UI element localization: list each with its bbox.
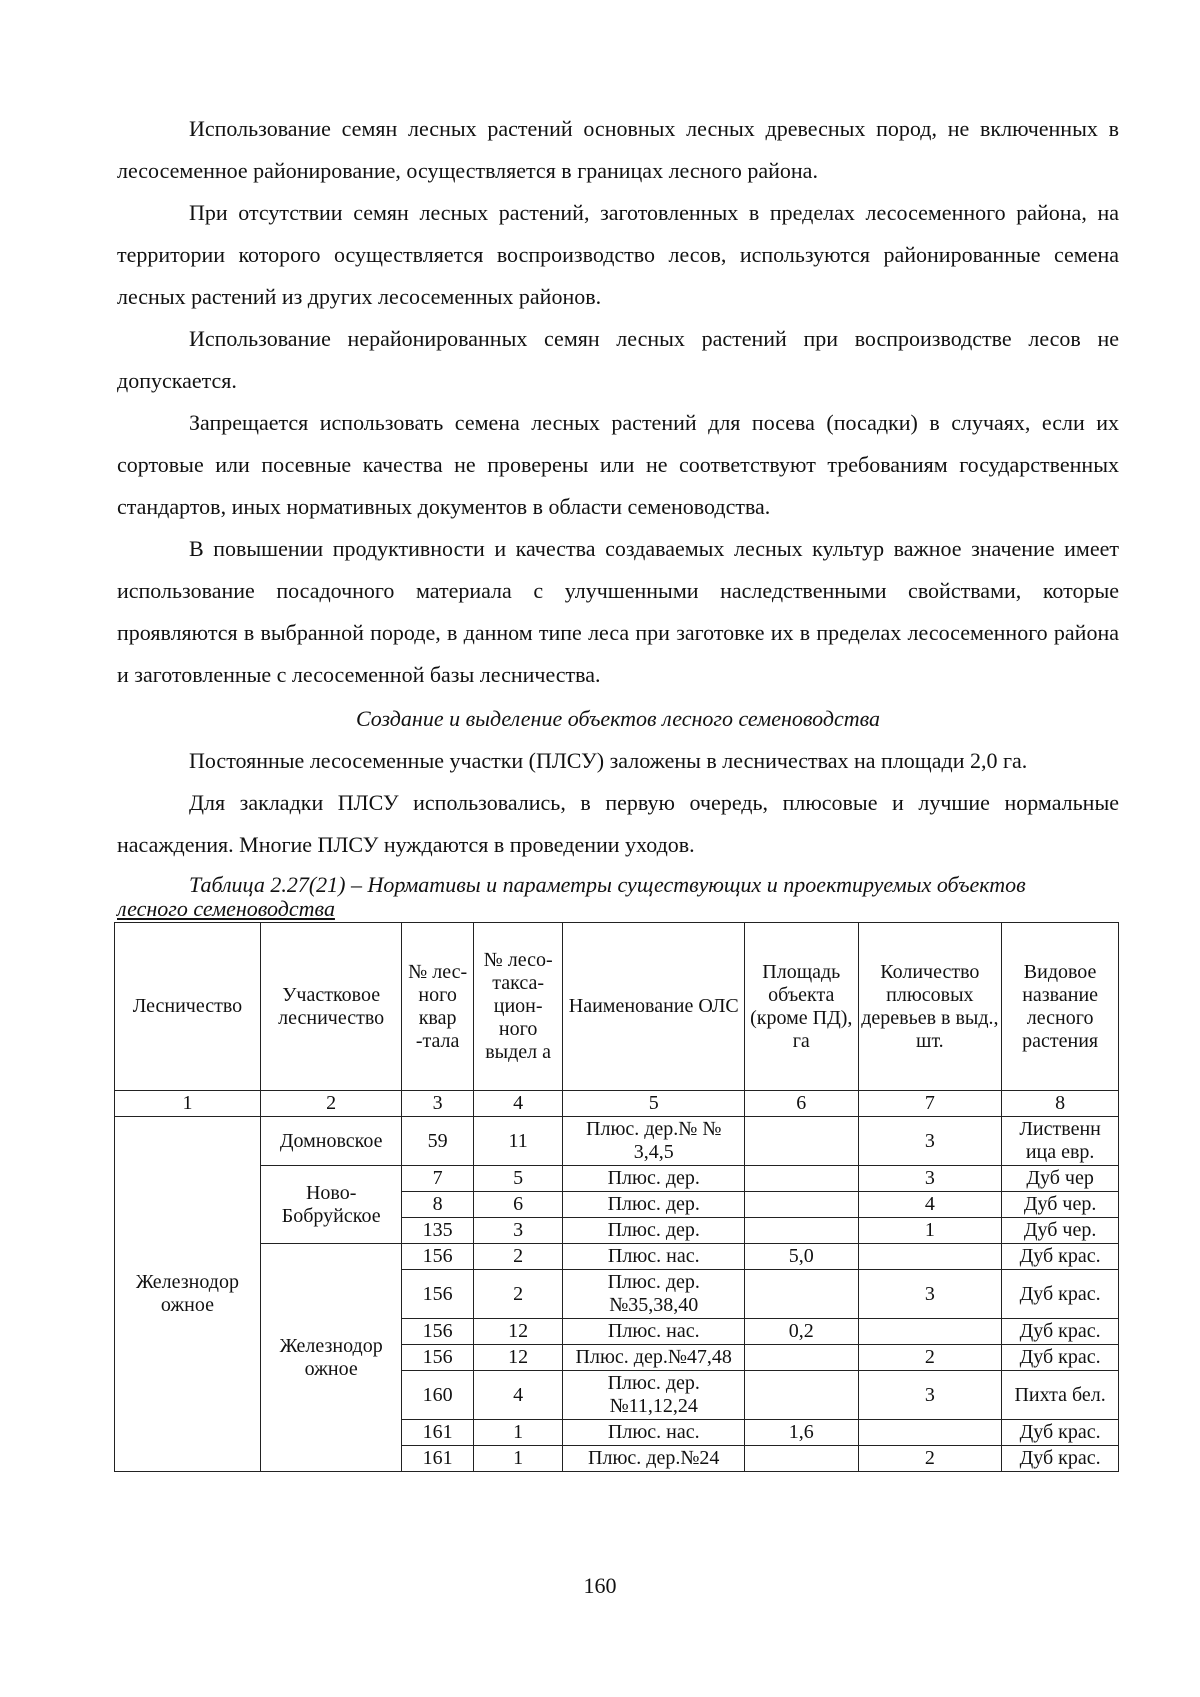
count-cell [858, 1244, 1002, 1270]
kvartal-cell: 156 [402, 1319, 473, 1345]
header-cell: № лес-ного квар -тала [402, 923, 473, 1091]
seed-objects-table [114, 922, 1119, 1472]
species-cell: Дуб чер. [1002, 1192, 1119, 1218]
column-number: 2 [260, 1091, 402, 1117]
species-cell: Дуб крас. [1002, 1420, 1119, 1446]
forestry-cell: Железнодор ожное [115, 1117, 261, 1472]
species-cell: Пихта бел. [1002, 1371, 1119, 1420]
area-cell [745, 1371, 858, 1420]
header-cell: Лесничество [115, 923, 261, 1091]
species-cell: Дуб крас. [1002, 1345, 1119, 1371]
vydel-cell: 1 [473, 1446, 563, 1472]
column-number: 1 [115, 1091, 261, 1117]
ols-name-cell: Плюс. нас. [563, 1420, 745, 1446]
paragraph: При отсутствии семян лесных растений, заготовленных в пределах лесосеменного района, на территории которого осуществляется воспроизводство лесов, используются районированные семена лесных растений из других лесосеменных районов. [117, 200, 1119, 309]
kvartal-cell: 59 [402, 1117, 473, 1166]
column-number: 5 [563, 1091, 745, 1117]
header-cell: Наименование ОЛС [563, 923, 745, 1091]
count-cell: 2 [858, 1345, 1002, 1371]
species-cell: Лиственн ица евр. [1002, 1117, 1119, 1166]
paragraph: Постоянные лесосеменные участки (ПЛСУ) заложены в лесничествах на площади 2,0 га. [189, 748, 1028, 773]
vydel-cell: 1 [473, 1420, 563, 1446]
intro-paragraphs [117, 108, 1119, 696]
species-cell: Дуб крас. [1002, 1244, 1119, 1270]
header-cell: Участковое лесничество [260, 923, 402, 1091]
count-cell: 3 [858, 1166, 1002, 1192]
kvartal-cell: 156 [402, 1345, 473, 1371]
area-cell: 5,0 [745, 1244, 858, 1270]
vydel-cell: 2 [473, 1244, 563, 1270]
paragraph: В повышении продуктивности и качества создаваемых лесных культур важное значение имеет использование посадочного материала с улучшенными наследственными свойствами, которые проявляются в выбранной породе, в данном типе леса при заготовке их в пределах лесосеменного района и заготовленные с лесосеменной базы лесничества. [117, 536, 1119, 687]
kvartal-cell: 7 [402, 1166, 473, 1192]
section-title: Создание и выделение объектов лесного семеноводства [355, 706, 881, 731]
vydel-cell: 4 [473, 1371, 563, 1420]
vydel-cell: 12 [473, 1319, 563, 1345]
count-cell: 3 [858, 1117, 1002, 1166]
district-cell: Домновское [260, 1117, 402, 1166]
kvartal-cell: 8 [402, 1192, 473, 1218]
area-cell [745, 1192, 858, 1218]
header-cell: № лесо-такса-цион-ного выдел а [473, 923, 563, 1091]
header-cell: Видовое название лесного растения [1002, 923, 1119, 1091]
species-cell: Дуб крас. [1002, 1446, 1119, 1472]
column-number: 8 [1002, 1091, 1119, 1117]
vydel-cell: 11 [473, 1117, 563, 1166]
kvartal-cell: 160 [402, 1371, 473, 1420]
paragraph: Запрещается использовать семена лесных растений для посева (посадки) в случаях, если их сортовые или посевные качества не проверены или не соответствуют требованиям государственных стандартов, иных нормативных документов в области семеноводства. [117, 410, 1119, 519]
kvartal-cell: 156 [402, 1244, 473, 1270]
area-cell: 0,2 [745, 1319, 858, 1345]
ols-name-cell: Плюс. дер.№35,38,40 [563, 1270, 745, 1319]
district-cell: Железнодор ожное [260, 1244, 402, 1472]
ols-name-cell: Плюс. дер. [563, 1218, 745, 1244]
column-number: 4 [473, 1091, 563, 1117]
area-cell [745, 1446, 858, 1472]
ols-name-cell: Плюс. дер.№24 [563, 1446, 745, 1472]
area-cell [745, 1218, 858, 1244]
column-number: 7 [858, 1091, 1002, 1117]
table-header-row [115, 923, 1119, 1091]
area-cell: 1,6 [745, 1420, 858, 1446]
count-cell [858, 1319, 1002, 1345]
ols-name-cell: Плюс. дер.№ № 3,4,5 [563, 1117, 745, 1166]
count-cell [858, 1420, 1002, 1446]
vydel-cell: 5 [473, 1166, 563, 1192]
district-cell: Ново-Бобруйское [260, 1166, 402, 1244]
header-cell: Количество плюсовых деревьев в выд., шт. [858, 923, 1002, 1091]
table-caption-line: лесного семеноводства [117, 896, 335, 921]
paragraph: Использование нерайонированных семян лесных растений при воспроизводстве лесов не допускается. [117, 326, 1119, 393]
kvartal-cell: 156 [402, 1270, 473, 1319]
count-cell: 3 [858, 1371, 1002, 1420]
table-caption-line: Таблица 2.27(21) – Нормативы и параметры существующих и проектируемых объектов [189, 872, 1026, 897]
vydel-cell: 2 [473, 1270, 563, 1319]
ols-name-cell: Плюс. нас. [563, 1244, 745, 1270]
paragraph: Использование семян лесных растений основных лесных древесных пород, не включенных в лесосеменное районирование, осуществляется в границах лесного района. [117, 116, 1119, 183]
species-cell: Дуб чер [1002, 1166, 1119, 1192]
ols-name-cell: Плюс. нас. [563, 1319, 745, 1345]
paragraph: Для закладки ПЛСУ использовались, в первую очередь, плюсовые и лучшие нормальные насаждения. Многие ПЛСУ нуждаются в проведении уходов. [117, 790, 1119, 857]
area-cell [745, 1270, 858, 1319]
page-number: 160 [583, 1573, 617, 1598]
species-cell: Дуб крас. [1002, 1319, 1119, 1345]
table-row [115, 1244, 1119, 1270]
kvartal-cell: 135 [402, 1218, 473, 1244]
ols-name-cell: Плюс. дер. [563, 1166, 745, 1192]
ols-name-cell: Плюс. дер.№11,12,24 [563, 1371, 745, 1420]
ols-name-cell: Плюс. дер.№47,48 [563, 1345, 745, 1371]
column-number: 6 [745, 1091, 858, 1117]
ols-name-cell: Плюс. дер. [563, 1192, 745, 1218]
species-cell: Дуб чер. [1002, 1218, 1119, 1244]
area-cell [745, 1345, 858, 1371]
count-cell: 2 [858, 1446, 1002, 1472]
section-paragraphs [117, 740, 1119, 866]
vydel-cell: 3 [473, 1218, 563, 1244]
species-cell: Дуб крас. [1002, 1270, 1119, 1319]
area-cell [745, 1166, 858, 1192]
header-cell: Площадь объекта (кроме ПД), га [745, 923, 858, 1091]
count-cell: 1 [858, 1218, 1002, 1244]
table-row [115, 1117, 1119, 1166]
count-cell: 4 [858, 1192, 1002, 1218]
vydel-cell: 12 [473, 1345, 563, 1371]
table-caption [117, 873, 1119, 921]
kvartal-cell: 161 [402, 1446, 473, 1472]
column-number-row [115, 1091, 1119, 1117]
count-cell: 3 [858, 1270, 1002, 1319]
vydel-cell: 6 [473, 1192, 563, 1218]
kvartal-cell: 161 [402, 1420, 473, 1446]
table-row [115, 1166, 1119, 1192]
area-cell [745, 1117, 858, 1166]
column-number: 3 [402, 1091, 473, 1117]
